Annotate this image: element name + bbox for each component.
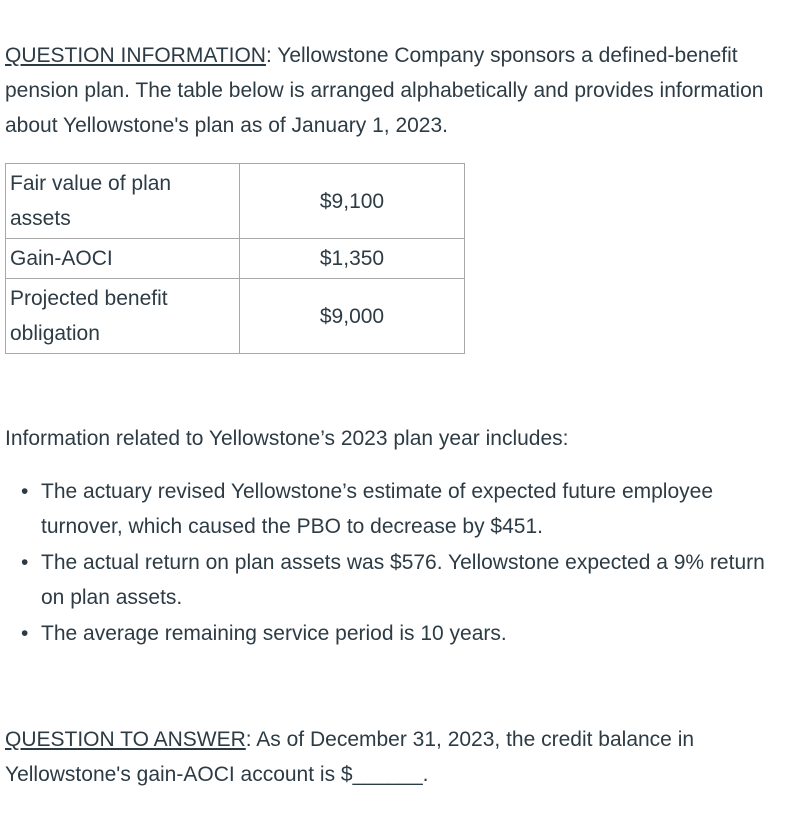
table-row — [6, 239, 465, 279]
list-item — [21, 474, 780, 544]
plan-info-table — [5, 163, 465, 354]
row-label: Gain-AOCI — [6, 239, 240, 279]
table-row — [6, 164, 465, 239]
list-item-text: The actual return on plan assets was $576. Yellowstone expected a 9% return on plan assets. — [41, 551, 765, 609]
row-value: $9,000 — [240, 279, 465, 354]
question-to-answer: QUESTION TO ANSWER: As of December 31, 2023, the credit balance in Yellowstone's gain-AOCI account is $______. — [5, 728, 695, 786]
list-item-text: The average remaining service period is 10 years. — [41, 622, 507, 645]
question-information-text: Yellowstone Company sponsors a defined-benefit pension plan. The table below is arranged alphabetically and provides information about Yellowstone's plan as of January 1, 2023. — [5, 44, 764, 137]
row-label: Fair value of plan assets — [6, 164, 240, 239]
question-page — [5, 38, 780, 792]
bullet-icon: • — [21, 622, 29, 645]
question-to-answer-heading: QUESTION TO ANSWER — [5, 728, 246, 751]
bullet-icon: • — [21, 551, 29, 574]
question-to-answer-text: As of December 31, 2023, the credit balance in Yellowstone's gain-AOCI account is $______. — [5, 728, 695, 786]
plan-year-bullets — [5, 474, 780, 651]
list-item-text: The actuary revised Yellowstone’s estimate of expected future employee turnover, which caused the PBO to decrease by $451. — [41, 480, 713, 538]
row-label: Projected benefit obligation — [6, 279, 240, 354]
row-value: $1,350 — [240, 239, 465, 279]
question-information: QUESTION INFORMATION: Yellowstone Company sponsors a defined-benefit pension plan. The table below is arranged alphabetically and provides information about Yellowstone's plan as of January 1, 2023. — [5, 44, 764, 137]
table-row — [6, 279, 465, 354]
plan-year-intro: Information related to Yellowstone’s 2023 plan year includes: — [5, 427, 569, 450]
list-item — [21, 616, 780, 651]
question-information-heading: QUESTION INFORMATION — [5, 44, 266, 67]
bullet-icon: • — [21, 480, 29, 503]
list-item — [21, 545, 780, 615]
row-value: $9,100 — [240, 164, 465, 239]
